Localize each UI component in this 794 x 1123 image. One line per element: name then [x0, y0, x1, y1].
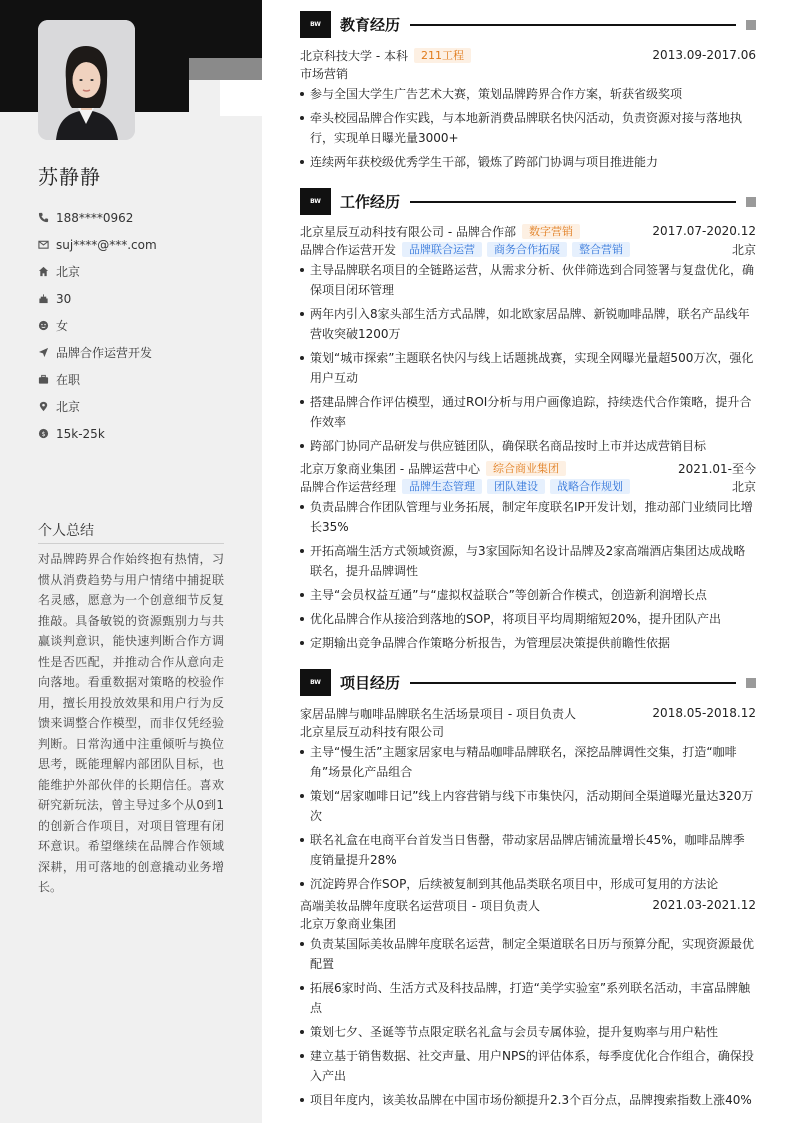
- list-item: 主导品牌联名项目的全链路运营，从需求分析、伙伴筛选到合同签署与复盘优化，确保项目闭环管理: [300, 260, 756, 300]
- list-item: 沉淀跨界合作SOP，后续被复制到其他品类联名项目中，形成可复用的方法论: [300, 874, 756, 894]
- list-item: 参与全国大学生广告艺术大赛，策划品牌跨界合作方案，斩获省级奖项: [300, 84, 756, 104]
- portrait-image: [38, 20, 135, 140]
- send-icon: [38, 347, 49, 358]
- decor-grey-block: [189, 58, 262, 80]
- entry-header: [300, 46, 756, 64]
- info-phone: [38, 204, 238, 231]
- sidebar: [0, 0, 262, 1123]
- phone-icon: [38, 212, 49, 223]
- work-date: 2017.07-2020.12: [652, 224, 756, 238]
- cake-icon: [38, 293, 49, 304]
- summary-title: 个人总结: [38, 520, 224, 544]
- role-tag: 团队建设: [487, 479, 545, 494]
- entry-subheader: [300, 914, 756, 932]
- entry-subheader: [300, 722, 756, 740]
- info-email: [38, 231, 238, 258]
- company-tag: 综合商业集团: [486, 461, 566, 476]
- entry-subheader: [300, 240, 756, 258]
- section-header-project: [300, 669, 756, 696]
- decor-dark-block: [0, 0, 38, 112]
- section-title: 项目经历: [340, 674, 401, 692]
- work-location: 北京: [731, 479, 756, 494]
- entry-header: [300, 896, 756, 914]
- email-text: suj****@***.com: [56, 237, 157, 252]
- project-bullets: [300, 934, 756, 1110]
- work-location: 北京: [731, 242, 756, 257]
- list-item: 跨部门协同产品研发与供应链团队，确保联名商品按时上市并达成营销目标: [300, 436, 756, 456]
- list-item: 开拓高端生活方式领域资源，与3家国际知名设计品牌及2家高端酒店集团达成战略联名，提升品牌调性: [300, 541, 756, 581]
- work-entry: [300, 459, 756, 657]
- money-icon: [38, 428, 49, 439]
- gender-text: 女: [56, 319, 69, 333]
- section-divider: [410, 24, 736, 26]
- section-badge: BW: [300, 669, 331, 696]
- role-tag: 品牌联合运营: [402, 242, 482, 257]
- decor-dark-block: [135, 58, 189, 112]
- role-tag: 整合营销: [572, 242, 630, 257]
- section-badge: BW: [300, 11, 331, 38]
- location-pin-icon: [38, 401, 49, 412]
- list-item: 联名礼盒在电商平台首发当日售罄，带动家居品牌店铺流量增长45%，咖啡品牌季度销量提升28%: [300, 830, 756, 870]
- project-bullets: [300, 742, 756, 894]
- list-item: 策划“居家咖啡日记”线上内容营销与线下市集快闪，活动期间全渠道曝光量达320万次: [300, 786, 756, 826]
- role-tag: 商务合作拓展: [487, 242, 567, 257]
- work-bullets: [300, 497, 756, 653]
- list-item: 策划“城市探索”主题联名快闪与线上话题挑战赛，实现全网曝光量超500万次，强化用户互动: [300, 348, 756, 388]
- hometown-text: 北京: [56, 265, 81, 279]
- school-name: 北京科技大学 - 本科: [300, 48, 408, 63]
- section-square: [746, 20, 756, 30]
- face-icon: [38, 320, 49, 331]
- info-status: [38, 366, 238, 393]
- list-item: 两年内引入8家头部生活方式品牌，如北欧家居品牌、新锐咖啡品牌，联名产品线年营收突破1200万: [300, 304, 756, 344]
- home-icon: [38, 266, 49, 277]
- section-header-education: [300, 11, 756, 38]
- work-bullets: [300, 260, 756, 456]
- status-text: 在职: [56, 373, 81, 387]
- info-city: [38, 393, 238, 420]
- city-text: 北京: [56, 400, 81, 414]
- job-role: 品牌合作运营经理: [300, 479, 397, 494]
- entry-header: [300, 222, 756, 240]
- section-title: 教育经历: [340, 16, 401, 34]
- project-date: 2018.05-2018.12: [652, 706, 756, 720]
- salary-text: 15k-25k: [56, 426, 105, 441]
- section-divider: [410, 682, 736, 684]
- section-square: [746, 678, 756, 688]
- education-bullets: [300, 84, 756, 172]
- role-tag: 战略合作规划: [550, 479, 630, 494]
- list-item: 建立基于销售数据、社交声量、用户NPS的评估体系，每季度优化合作组合，确保投入产出: [300, 1046, 756, 1086]
- svg-text:$: $: [41, 429, 46, 438]
- list-item: 项目年度内，该美妆品牌在中国市场份额提升2.3个百分点，品牌搜索指数上涨40%: [300, 1090, 756, 1110]
- list-item: 主导“会员权益互通”与“虚拟权益联合”等创新合作模式，创造新利润增长点: [300, 585, 756, 605]
- info-salary: [38, 420, 238, 447]
- list-item: 拓展6家时尚、生活方式及科技品牌，打造“美学实验室”系列联名活动，丰富品牌触点: [300, 978, 756, 1018]
- info-age: [38, 285, 238, 312]
- work-entry: [300, 222, 756, 460]
- list-item: 连续两年获校级优秀学生干部，锻炼了跨部门协调与项目推进能力: [300, 152, 756, 172]
- role-tag: 品牌生态管理: [402, 479, 482, 494]
- summary-text: 对品牌跨界合作始终抱有热情，习惯从消费趋势与用户情绪中捕捉联名灵感，愿意为一个创意细节反复推敲。具备敏锐的资源甄别力与共赢谈判意识，能快速判断合作方调性是否匹配，并推动合作从意向走向落地。看重数据对策略的校验作用，擅长用投放效果和用户行为反馈来调整合作模型，而非仅凭经验判断。日常沟通中注重倾听与换位思考，既能理解内部团队目标，也能维护外部伙伴的长期信任。喜欢研究新玩法，曾主导过多个从0到1的创新合作项目，对项目管理有闭环意识。希望继续在品牌合作领域深耕，用可落地的创意撬动业务增长。: [38, 552, 224, 894]
- section-header-work: [300, 188, 756, 215]
- list-item: 主导“慢生活”主题家居家电与精品咖啡品牌联名，深挖品牌调性交集，打造“咖啡角”场景化产品组合: [300, 742, 756, 782]
- profile-photo: [38, 20, 135, 140]
- project-entry: [300, 896, 756, 1114]
- info-job-target: [38, 339, 238, 366]
- entry-subheader: [300, 477, 756, 495]
- entry-subheader: [300, 64, 756, 82]
- job-role: 品牌合作运营开发: [300, 242, 397, 257]
- list-item: 牵头校园品牌合作实践，与本地新消费品牌联名快闪活动，负责资源对接与落地执行，实现单日曝光量3000+: [300, 108, 756, 148]
- list-item: 策划七夕、圣诞等节点限定联名礼盒与会员专属体验，提升复购率与用户粘性: [300, 1022, 756, 1042]
- education-date: 2013.09-2017.06: [652, 48, 756, 62]
- info-hometown: [38, 258, 238, 285]
- phone-text: 188****0962: [56, 210, 134, 225]
- work-date: 2021.01-至今: [678, 461, 756, 476]
- section-title: 工作经历: [340, 193, 401, 211]
- project-org: 北京星辰互动科技有限公司: [300, 724, 445, 739]
- education-entry: [300, 46, 756, 176]
- school-tag: 211工程: [414, 48, 471, 63]
- company-name: 北京星辰互动科技有限公司 - 品牌合作部: [300, 224, 516, 239]
- candidate-name: 苏静静: [38, 165, 101, 189]
- company-name: 北京万象商业集团 - 品牌运营中心: [300, 461, 480, 476]
- section-square: [746, 197, 756, 207]
- job-target-text: 品牌合作运营开发: [56, 346, 153, 360]
- project-title: 家居品牌与咖啡品牌联名生活场景项目 - 项目负责人: [300, 706, 576, 721]
- info-gender: [38, 312, 238, 339]
- briefcase-icon: [38, 374, 49, 385]
- project-title: 高端美妆品牌年度联名运营项目 - 项目负责人: [300, 898, 540, 913]
- project-date: 2021.03-2021.12: [652, 898, 756, 912]
- contact-info: [38, 204, 238, 447]
- decor-white-block: [220, 80, 262, 116]
- list-item: 搭建品牌合作评估模型，通过ROI分析与用户画像追踪，持续迭代合作策略，提升合作效率: [300, 392, 756, 432]
- list-item: 优化品牌合作从接洽到落地的SOP，将项目平均周期缩短20%，提升团队产出: [300, 609, 756, 629]
- section-divider: [410, 201, 736, 203]
- project-entry: [300, 704, 756, 898]
- company-tag: 数字营销: [522, 224, 580, 239]
- major: 市场营销: [300, 66, 349, 81]
- mail-icon: [38, 239, 49, 250]
- age-text: 30: [56, 291, 72, 306]
- list-item: 负责品牌合作团队管理与业务拓展，制定年度联名IP开发计划，推动部门业绩同比增长35%: [300, 497, 756, 537]
- project-org: 北京万象商业集团: [300, 916, 397, 931]
- list-item: 负责某国际美妆品牌年度联名运营，制定全渠道联名日历与预算分配，实现资源最优配置: [300, 934, 756, 974]
- entry-header: [300, 704, 756, 722]
- entry-header: [300, 459, 756, 477]
- list-item: 定期输出竞争品牌合作策略分析报告，为管理层决策提供前瞻性依据: [300, 633, 756, 653]
- section-badge: BW: [300, 188, 331, 215]
